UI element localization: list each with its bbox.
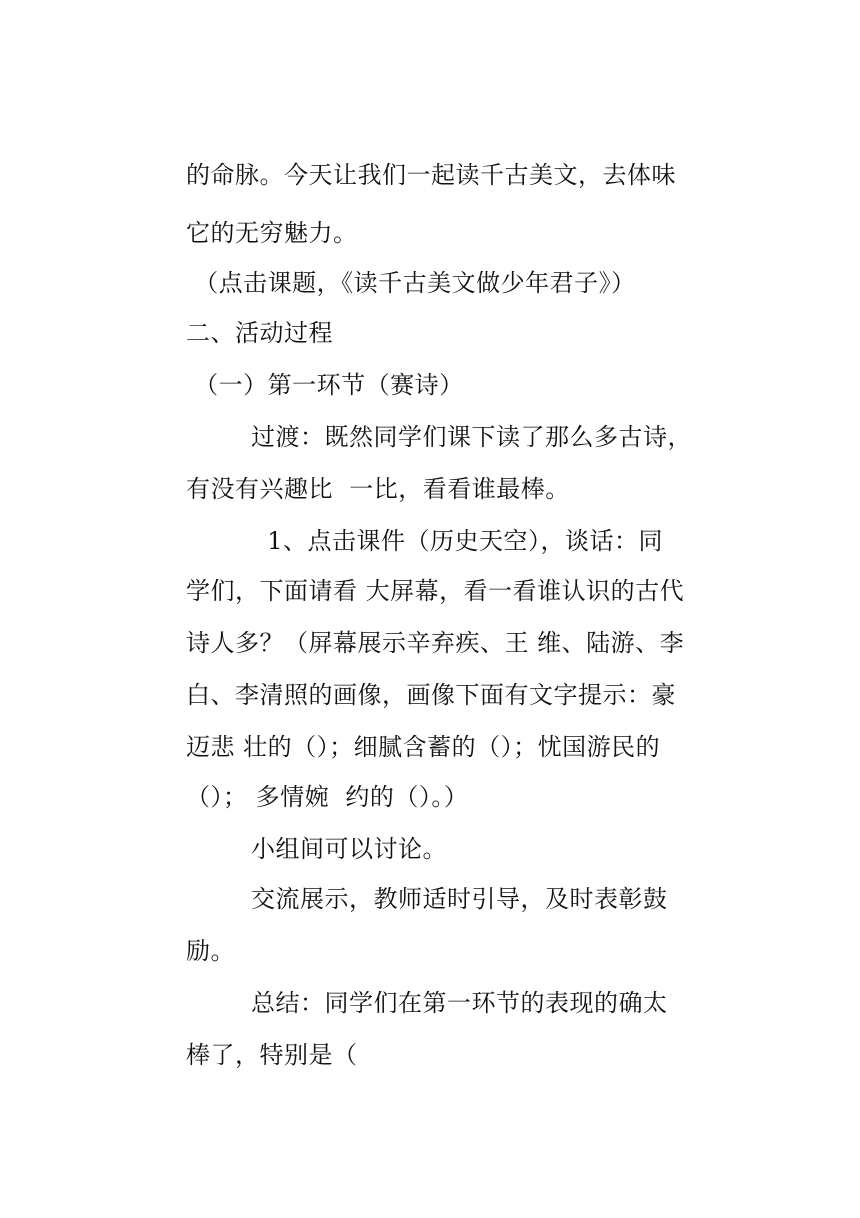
text-line-17: 总结：同学们在第一环节的表现的确太 [186,989,668,1017]
text-line-9: 学们，下面请看 大屏幕，看一看谁认识的古代 [186,577,685,605]
text-line-7: 有没有兴趣比 一比，看看谁最棒。 [186,475,570,503]
text-line-18: 棒了，特别是（ [186,1041,358,1069]
text-line-3: （点击课题，《读千古美文做少年君子》） [186,269,636,297]
text-line-2: 它的无穷魅力。 [186,219,358,247]
text-line-16: 励。 [186,937,235,965]
text-line-15: 交流展示，教师适时引导，及时表彰鼓 [186,885,668,913]
text-line-11: 白、李清照的画像，画像下面有文字提示：豪 [186,681,676,709]
text-line-12: 迈悲 壮的（）；细腻含蓄的（）；忧国游民的 [186,733,661,761]
text-line-6: 过渡：既然同学们课下读了那么多古诗， [186,423,693,451]
text-line-1: 的命脉。今天让我们一起读千古美文，去体味 [186,161,676,189]
text-line-14: 小组间可以讨论。 [186,835,448,863]
section-heading-activity-process: 二、活动过程 [186,319,333,347]
text-line-10: 诗人多？（屏幕展示辛弃疾、王 维、陆游、李 [186,629,685,657]
text-line-8: 1、点击课件（历史天空），谈话：同 [186,527,664,555]
subsection-heading-first-stage: （一）第一环节（赛诗） [186,371,464,399]
text-line-13: （）； 多情婉 约的（）。） [186,783,469,811]
